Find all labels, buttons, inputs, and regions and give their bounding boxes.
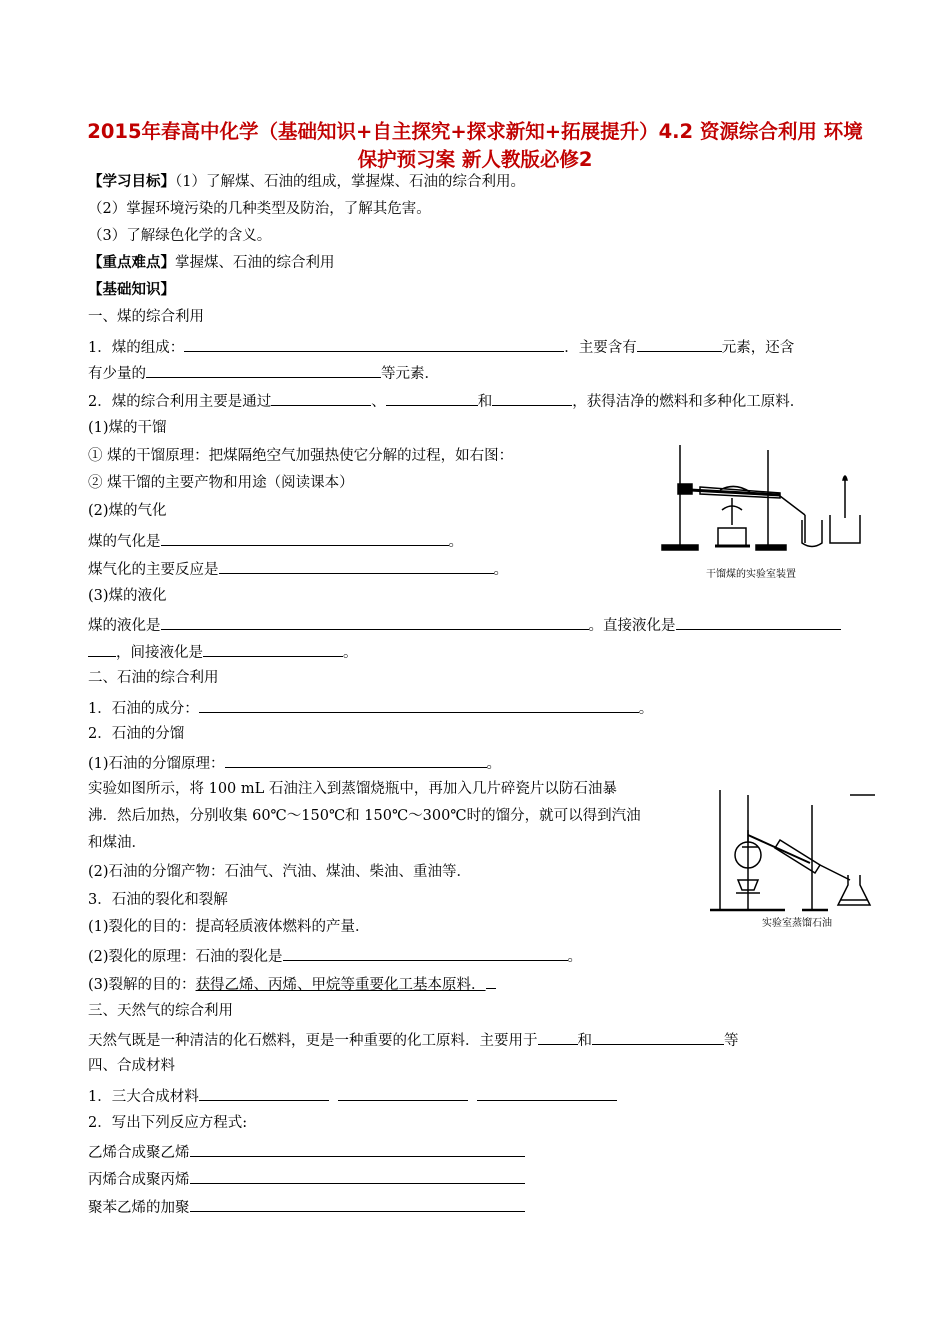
basic-knowledge-heading: 【基础知识】 — [88, 281, 175, 298]
natural-gas-line — [88, 1029, 739, 1051]
coal-gasification-heading: (2)煤的气化 — [88, 503, 167, 519]
text: 元素，还含 — [721, 340, 795, 356]
text: 和 — [577, 1033, 592, 1049]
synthetic-materials-line — [88, 1085, 617, 1107]
text: 。直接液化是 — [588, 618, 676, 634]
blank-field[interactable] — [492, 390, 572, 406]
blank-field[interactable] — [203, 641, 343, 657]
learning-goal-3: （3）了解绿色化学的含义。 — [88, 228, 272, 244]
learning-goal-1: （1）了解煤、石油的组成，掌握煤、石油的综合利用。 — [175, 174, 525, 190]
coal-figure-caption: 干馏煤的实验室装置 — [706, 569, 796, 580]
text: (3)裂解的目的： — [88, 977, 196, 993]
text: (2)裂化的原理：石油的裂化是 — [88, 949, 283, 965]
blank-field[interactable] — [538, 1029, 578, 1045]
polyethylene-line — [88, 1141, 525, 1163]
text: (1)石油的分馏原理： — [88, 756, 225, 772]
experiment-text-3: 和煤油． — [88, 835, 146, 851]
text: 等元素． — [381, 366, 439, 382]
cracking-principle-line — [88, 945, 582, 967]
blank-field[interactable] — [219, 558, 494, 574]
text: 煤的液化是 — [88, 618, 161, 634]
coal-liquefaction-line — [88, 614, 841, 636]
oil-figure-caption: 实验室蒸馏石油 — [762, 918, 832, 929]
text: 。 — [343, 645, 358, 661]
oil-fractionation-principle-line — [88, 752, 501, 774]
text: 和 — [477, 394, 493, 410]
section-2-heading: 二、石油的综合利用 — [88, 670, 219, 686]
text: ，获得洁净的燃料和多种化工原料． — [572, 394, 805, 410]
oil-fractionation-heading: 2．石油的分馏 — [88, 726, 185, 742]
blank-field[interactable] — [199, 697, 639, 713]
text: 2．煤的综合利用主要是通过 — [88, 394, 272, 410]
write-equations-heading: 2．写出下列反应方程式: — [88, 1115, 248, 1131]
blank-field[interactable] — [88, 641, 116, 657]
text: 聚苯乙烯的加聚 — [88, 1200, 190, 1216]
key-points-text: 掌握煤、石油的综合利用 — [175, 255, 335, 271]
oil-distillation-figure — [710, 785, 880, 913]
coal-gasification-reaction-line — [88, 558, 508, 580]
text: 1．三大合成材料 — [88, 1089, 199, 1105]
text: 。 — [448, 534, 463, 550]
blank-field[interactable] — [637, 336, 722, 352]
blank-field[interactable] — [146, 362, 381, 378]
learning-goal-2: （2）掌握环境污染的几种类型及防治，了解其危害。 — [88, 201, 431, 217]
dry-distillation-principle: ① 煤的干馏原理：把煤隔绝空气加强热使它分解的过程，如右图： — [88, 448, 514, 464]
blank-field[interactable] — [161, 530, 449, 546]
coal-gasification-line — [88, 530, 463, 552]
learning-goals-tag: 【学习目标】 — [88, 173, 175, 190]
text: 丙烯合成聚丙烯 — [88, 1172, 190, 1188]
learning-goals — [88, 172, 525, 192]
section-1-heading: 一、煤的综合利用 — [88, 309, 204, 325]
text: 煤气化的主要反应是 — [88, 562, 219, 578]
pyrolysis-purpose-answer: 获得乙烯、丙烯、甲烷等重要化工基本原料． — [195, 977, 486, 993]
coal-composition-line-2 — [88, 362, 439, 384]
coal-utilization-line — [88, 390, 804, 412]
text: 。 — [493, 562, 508, 578]
blank-field[interactable] — [676, 614, 841, 630]
blank-field[interactable] — [184, 336, 564, 352]
coal-dry-distillation-heading: (1)煤的干馏 — [88, 420, 167, 436]
text: 。 — [486, 756, 502, 772]
text: 1．石油的成分： — [88, 701, 199, 717]
text: 煤的气化是 — [88, 534, 161, 550]
oil-fractionation-products: (2)石油的分馏产物：石油气、汽油、煤油、柴油、重油等． — [88, 864, 472, 880]
blank-field[interactable] — [225, 752, 487, 768]
experiment-text-2: 沸．然后加热，分别收集 60℃～150℃和 150℃～300℃时的馏分，就可以得到汽油 — [88, 808, 641, 824]
dry-distillation-products: ② 煤干馏的主要产物和用途（阅读课本） — [88, 475, 354, 491]
blank-field[interactable] — [190, 1196, 525, 1212]
blank-field[interactable] — [190, 1141, 525, 1157]
oil-composition-line — [88, 697, 653, 719]
cracking-heading: 3．石油的裂化和裂解 — [88, 892, 228, 908]
text: 1．煤的组成： — [88, 340, 185, 356]
blank-field[interactable] — [283, 945, 568, 961]
section-4-heading: 四、合成材料 — [88, 1058, 175, 1074]
text: 等 — [724, 1033, 739, 1049]
coal-composition-line — [88, 336, 794, 358]
document-title: 2015年春高中化学（基础知识+自主探究+探求新知+拓展提升）4.2 资源综合利用 环境保护预习案 新人教版必修2 — [87, 120, 863, 171]
text: 有少量的 — [88, 366, 146, 382]
blank-field — [486, 973, 496, 989]
coal-liquefaction-heading: (3)煤的液化 — [88, 588, 167, 604]
blank-field[interactable] — [592, 1029, 724, 1045]
text: ，间接液化是 — [116, 645, 203, 661]
blank-field[interactable] — [338, 1085, 468, 1101]
text: 。 — [567, 949, 583, 965]
blank-field[interactable] — [477, 1085, 617, 1101]
coal-liquefaction-line-2 — [88, 641, 358, 663]
blank-field[interactable] — [190, 1168, 525, 1184]
experiment-text-1: 实验如图所示，将 100 mL 石油注入到蒸馏烧瓶中，再加入几片碎瓷片以防石油暴 — [88, 781, 617, 797]
polypropylene-line — [88, 1168, 525, 1190]
pyrolysis-purpose-line — [88, 973, 496, 995]
text: 。 — [638, 701, 654, 717]
section-3-heading: 三、天然气的综合利用 — [88, 1003, 233, 1019]
blank-field[interactable] — [199, 1085, 329, 1101]
text: 天然气既是一种清洁的化石燃料，更是一种重要的化工原料．主要用于 — [88, 1033, 538, 1049]
cracking-purpose: (1)裂化的目的：提高轻质液体燃料的产量． — [88, 919, 370, 935]
text: ．主要含有 — [564, 340, 637, 356]
blank-field[interactable] — [386, 390, 478, 406]
key-points-tag: 【重点难点】 — [88, 254, 175, 271]
blank-field[interactable] — [271, 390, 371, 406]
text: 乙烯合成聚乙烯 — [88, 1145, 190, 1161]
text: 、 — [371, 394, 386, 410]
polystyrene-line — [88, 1196, 525, 1218]
key-points — [88, 253, 335, 273]
coal-dry-distillation-figure — [660, 440, 870, 560]
blank-field[interactable] — [161, 614, 589, 630]
